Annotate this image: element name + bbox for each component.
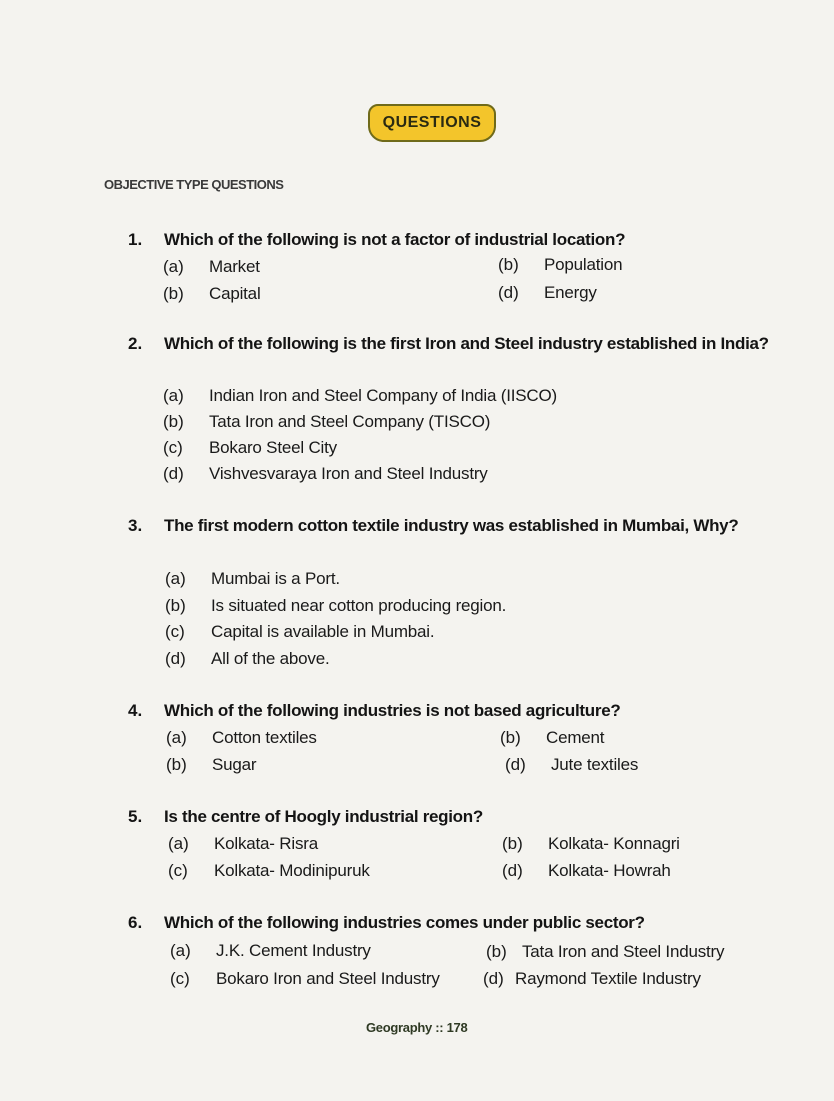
option-5d: (d) Kolkata- Howrah bbox=[502, 861, 671, 880]
option-1d: (d) Energy bbox=[498, 283, 597, 302]
question-number: 1. bbox=[128, 230, 143, 249]
option-2a: (a) Indian Iron and Steel Company of India (IISCO) bbox=[163, 386, 557, 405]
option-2c: (c) Bokaro Steel City bbox=[163, 438, 337, 457]
option-4c: (b) Sugar bbox=[166, 755, 257, 774]
question-text: Which of the following is the first Iron and Steel industry established in India? bbox=[164, 334, 769, 353]
option-5b: (b) Kolkata- Konnagri bbox=[502, 834, 680, 853]
question-text: Which of the following industries is not based agriculture? bbox=[164, 701, 621, 720]
question-number: 6. bbox=[128, 913, 143, 932]
option-4b: (b) Cement bbox=[500, 728, 605, 747]
option-5a: (a) Kolkata- Risra bbox=[168, 834, 318, 853]
option-3d: (d) All of the above. bbox=[165, 649, 330, 668]
option-6b: (b) Tata Iron and Steel Industry bbox=[486, 942, 725, 961]
option-3c: (c) Capital is available in Mumbai. bbox=[165, 622, 435, 641]
option-3a: (a) Mumbai is a Port. bbox=[165, 569, 340, 588]
option-1b: (b) Population bbox=[498, 255, 623, 274]
question-text: The first modern cotton textile industry was established in Mumbai, Why? bbox=[164, 516, 739, 535]
questions-banner: QUESTIONS bbox=[368, 104, 496, 142]
option-5c: (c) Kolkata- Modinipuruk bbox=[168, 861, 370, 880]
section-heading: OBJECTIVE TYPE QUESTIONS bbox=[104, 177, 284, 192]
option-4d: (d) Jute textiles bbox=[505, 755, 639, 774]
question-number: 4. bbox=[128, 701, 143, 720]
page-footer: Geography :: 178 bbox=[366, 1020, 468, 1035]
option-6c: (c) Bokaro Iron and Steel Industry bbox=[170, 969, 440, 988]
question-number: 3. bbox=[128, 516, 143, 535]
option-2d: (d) Vishvesvaraya Iron and Steel Industry bbox=[163, 464, 488, 483]
option-6a: (a) J.K. Cement Industry bbox=[170, 941, 371, 960]
question-text: Which of the following industries comes under public sector? bbox=[164, 913, 645, 932]
question-number: 2. bbox=[128, 334, 143, 353]
question-number: 5. bbox=[128, 807, 143, 826]
option-2b: (b) Tata Iron and Steel Company (TISCO) bbox=[163, 412, 491, 431]
option-4a: (a) Cotton textiles bbox=[166, 728, 317, 747]
option-6d: (d) Raymond Textile Industry bbox=[483, 969, 701, 988]
question-text: Which of the following is not a factor of industrial location? bbox=[164, 230, 626, 249]
question-text: Is the centre of Hoogly industrial region? bbox=[164, 807, 483, 826]
option-1a: (a) Market bbox=[163, 257, 260, 276]
option-3b: (b) Is situated near cotton producing region. bbox=[165, 596, 507, 615]
option-1c: (b) Capital bbox=[163, 284, 261, 303]
